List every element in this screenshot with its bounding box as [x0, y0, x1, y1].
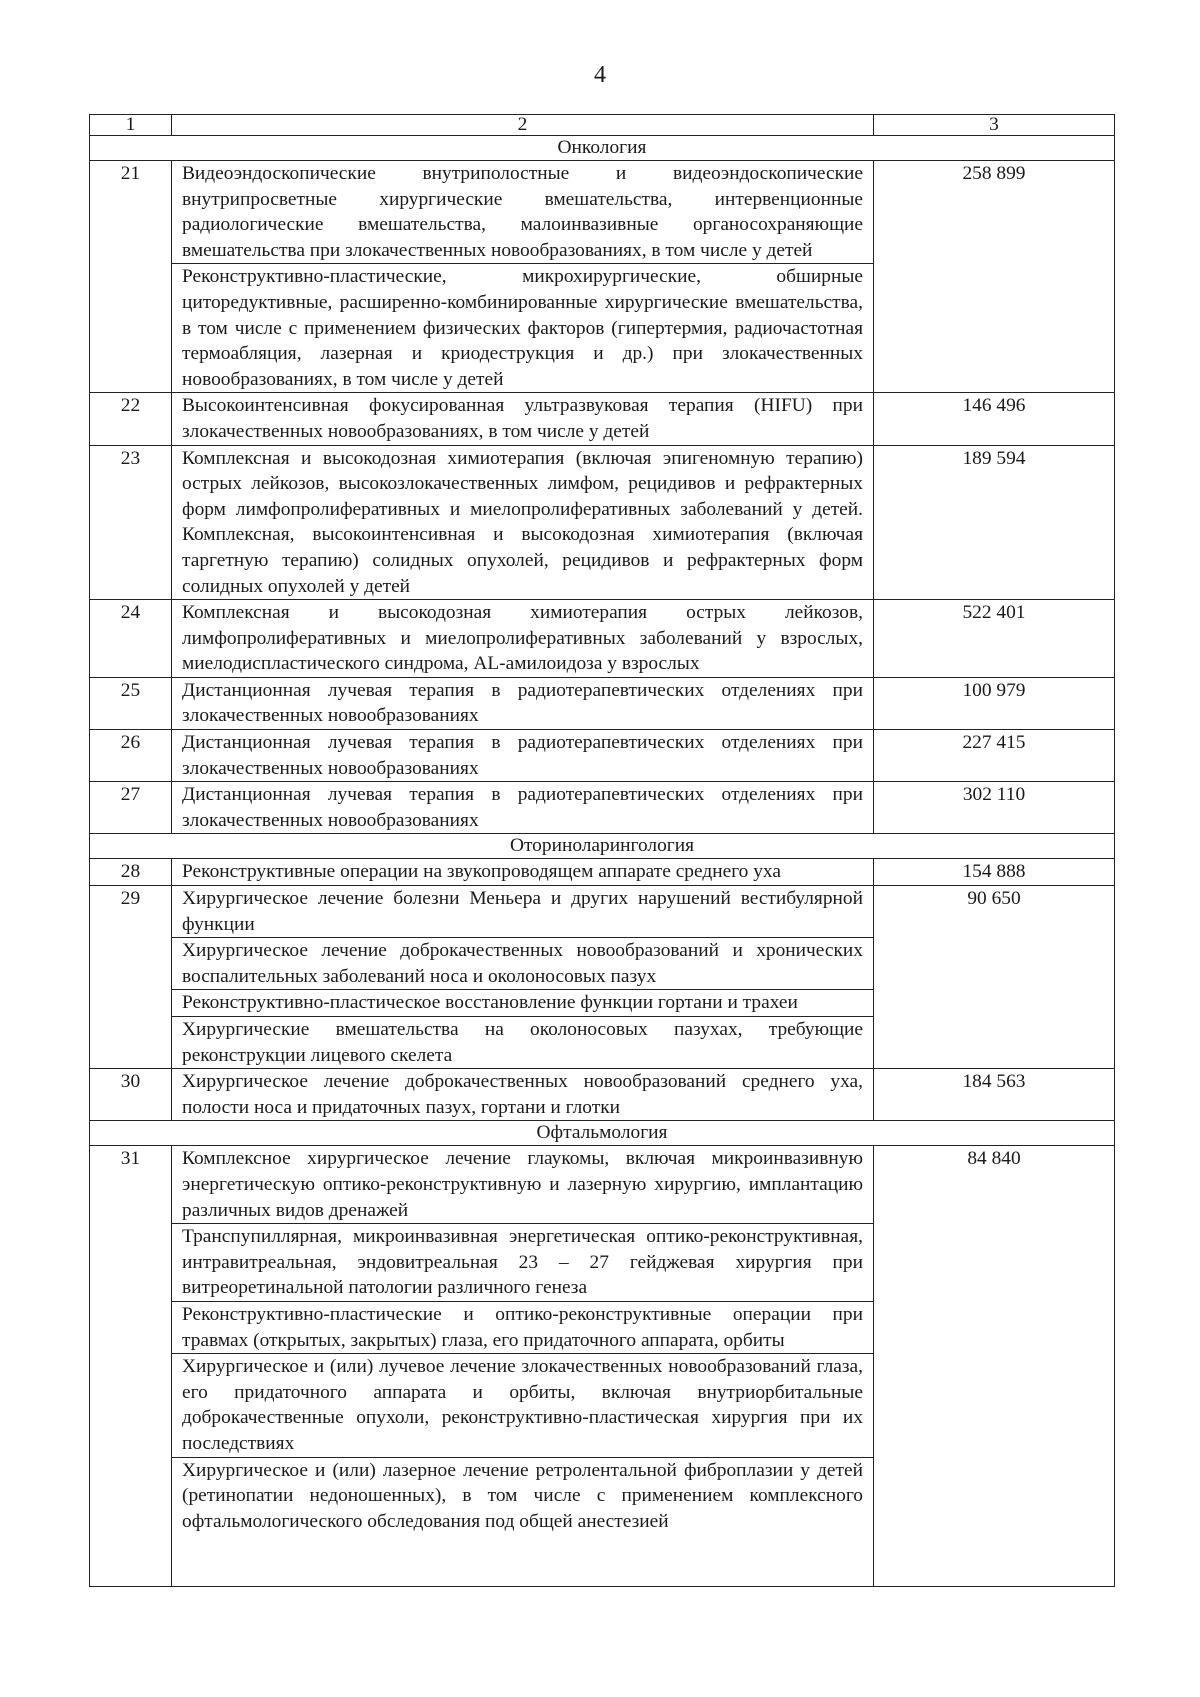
row-number: 30 [90, 1069, 172, 1121]
procedure-text: Реконструктивно-пластическое восстановление функции гортани и трахеи [172, 989, 873, 1016]
section-row [90, 834, 1115, 859]
row-number: 27 [90, 782, 172, 834]
cost-value: 84 840 [874, 1146, 1115, 1587]
row-number: 29 [90, 886, 172, 1069]
table-row [90, 859, 1115, 886]
table-row [90, 782, 1115, 834]
cost-value: 146 496 [874, 393, 1115, 445]
blank-space [172, 1534, 873, 1586]
row-number: 28 [90, 859, 172, 886]
procedure-cell [172, 859, 874, 886]
procedure-text: Дистанционная лучевая терапия в радиотерапевтических отделениях при злокачественных новообразованиях [182, 679, 863, 727]
table-row [90, 1069, 1115, 1121]
table-row [90, 393, 1115, 445]
procedure-text: Дистанционная лучевая терапия в радиотерапевтических отделениях при злокачественных новообразованиях [182, 732, 863, 779]
row-number: 22 [90, 393, 172, 445]
column-header-2: 2 [172, 115, 874, 136]
cost-value: 90 650 [874, 886, 1115, 1069]
row-number: 21 [90, 161, 172, 393]
procedure-cell [172, 1146, 874, 1587]
procedure-text: Реконструктивно-пластические и оптико-реконструктивные операции при травмах (открытых, закрытых) глаза, его придаточного аппарата, орбиты [172, 1301, 873, 1353]
procedure-text: Дистанционная лучевая терапия в радиотерапевтических отделениях при злокачественных новообразованиях [182, 784, 863, 831]
table-row [90, 1146, 1115, 1587]
procedure-text: Высокоинтенсивная фокусированная ультразвуковая терапия (HIFU) при злокачественных новообразованиях, в том числе у детей [182, 395, 863, 442]
procedure-cell [172, 393, 874, 445]
procedure-cell [172, 445, 874, 600]
cost-value: 100 979 [874, 677, 1115, 729]
table-row [90, 600, 1115, 678]
procedure-cell [172, 782, 874, 834]
cost-value: 189 594 [874, 445, 1115, 600]
row-number: 25 [90, 677, 172, 729]
procedure-cell [172, 677, 874, 729]
cost-value: 302 110 [874, 782, 1115, 834]
procedure-text: Реконструктивные операции на звукопроводящем аппарате среднего уха [182, 861, 781, 883]
section-row [90, 1121, 1115, 1146]
procedure-text: Хирургическое и (или) лучевое лечение злокачественных новообразований глаза, его придаточного аппарата и орбиты, включая внутриорбитальные доброкачественные опухоли, реконструктивно-пластическая хирургия при их последствиях [172, 1353, 873, 1456]
procedure-text: Видеоэндоскопические внутриполостные и видеоэндоскопические внутрипросветные хирургические вмешательства, интервенционные радиологические вмешательства, малоинвазивные органосохраняющие вмешательства при злокачественных новообразованиях, в том числе у детей [182, 163, 863, 261]
section-title: Оториноларингология [90, 834, 1115, 859]
procedure-text: Комплексная и высокодозная химиотерапия острых лейкозов, лимфопролиферативных и миелопролиферативных заболеваний у взрослых, миелодиспластического синдрома, AL-амилоидоза у взрослых [182, 602, 863, 675]
section-row [90, 136, 1115, 161]
procedure-cell [172, 1069, 874, 1121]
procedure-text: Транспупиллярная, микроинвазивная энергетическая оптико-реконструктивная, интравитреальная, эндовитреальная 23 – 27 гейджевая хирургия при витреоретинальной патологии различного генеза [172, 1223, 873, 1301]
cost-value: 184 563 [874, 1069, 1115, 1121]
cost-value: 154 888 [874, 859, 1115, 886]
page-number: 4 [594, 62, 606, 88]
table-row [90, 886, 1115, 1069]
procedure-text: Хирургическое и (или) лазерное лечение ретролентальной фиброплазии у детей (ретинопатии недоношенных), в том числе с применением комплексного офтальмологического обследования под общей анестезией [172, 1457, 873, 1535]
header-row [90, 115, 1115, 136]
row-number: 31 [90, 1146, 172, 1587]
cost-value: 227 415 [874, 730, 1115, 782]
procedure-text: Хирургическое лечение болезни Меньера и других нарушений вестибулярной функции [182, 888, 863, 935]
procedure-text: Хирургическое лечение доброкачественных новообразований среднего уха, полости носа и придаточных пазух, гортани и глотки [182, 1071, 863, 1118]
procedure-cell [172, 161, 874, 393]
procedure-text: Хирургическое лечение доброкачественных новообразований и хронических воспалительных заболеваний носа и околоносовых пазух [172, 937, 873, 989]
cost-value: 522 401 [874, 600, 1115, 678]
procedure-cell [172, 886, 874, 1069]
section-title: Офтальмология [90, 1121, 1115, 1146]
procedure-text: Хирургические вмешательства на околоносовых пазухах, требующие реконструкции лицевого скелета [172, 1016, 873, 1068]
table-row [90, 677, 1115, 729]
procedure-text: Комплексная и высокодозная химиотерапия (включая эпигеномную терапию) острых лейкозов, высокозлокачественных лимфом, рецидивов и рефрактерных форм лимфопролиферативных и миелопролиферативных заболеваний у детей. Комплексная, высокоинтенсивная и высокодозная химиотерапия (включая таргетную терапию) солидных опухолей, рецидивов и рефрактерных форм солидных опухолей у детей [182, 447, 863, 597]
procedure-text: Комплексное хирургическое лечение глаукомы, включая микроинвазивную энергетическую оптико-реконструктивную и лазерную хирургию, имплантацию различных видов дренажей [182, 1148, 863, 1221]
procedures-table [89, 114, 1115, 1587]
table-row [90, 730, 1115, 782]
section-title: Онкология [90, 136, 1115, 161]
column-header-3: 3 [874, 115, 1115, 136]
column-header-1: 1 [90, 115, 172, 136]
cost-value: 258 899 [874, 161, 1115, 393]
table-row [90, 161, 1115, 393]
procedure-text: Реконструктивно-пластические, микрохирургические, обширные циторедуктивные, расширенно-комбинированные хирургические вмешательства, в том числе с применением физических факторов (гипертермия, радиочастотная термоабляция, лазерная и криодеструкция и др.) при злокачественных новообразованиях, в том числе у детей [172, 263, 873, 392]
row-number: 23 [90, 445, 172, 600]
procedure-cell [172, 600, 874, 678]
table-row [90, 445, 1115, 600]
row-number: 26 [90, 730, 172, 782]
row-number: 24 [90, 600, 172, 678]
procedure-cell [172, 730, 874, 782]
